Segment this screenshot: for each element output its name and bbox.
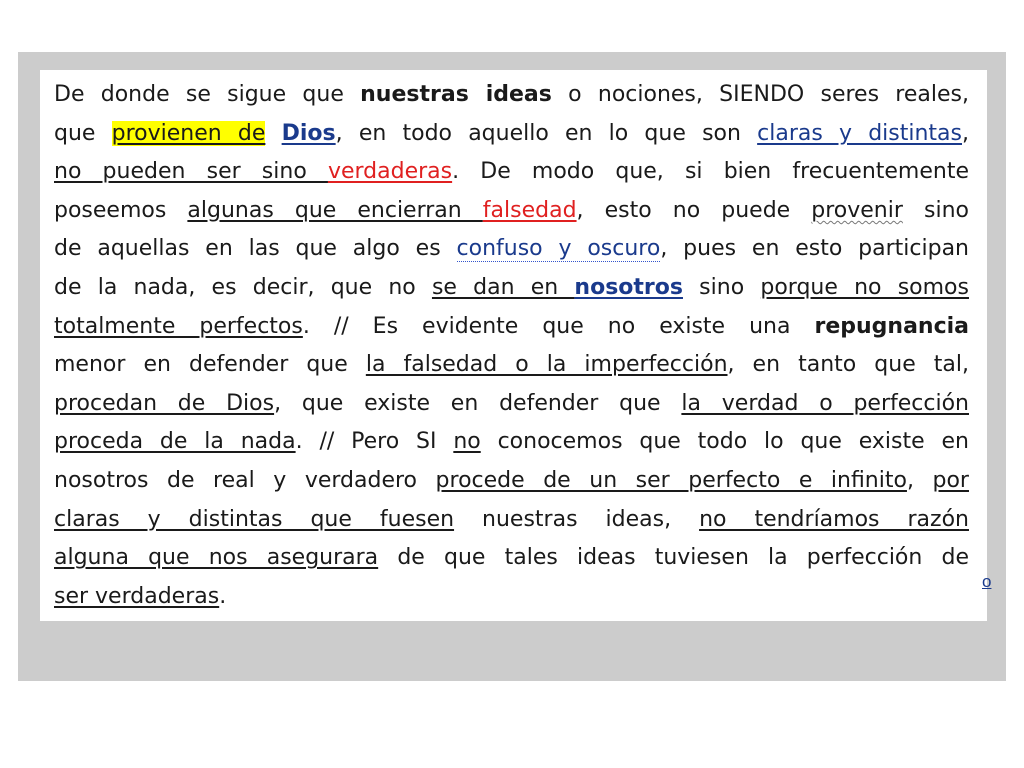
- text-line: [54, 501, 969, 540]
- text-segment: , en tanto que tal,: [727, 352, 969, 378]
- text-line: [54, 308, 969, 347]
- text-segment: menor en defender que: [54, 352, 366, 378]
- text-line: [54, 346, 969, 385]
- text-line: [54, 539, 969, 578]
- text-segment: sino: [682, 274, 761, 300]
- text-segment: no pueden ser sino: [54, 159, 328, 185]
- text-segment: porque no somos: [760, 274, 969, 300]
- text-line: [54, 153, 969, 192]
- text-segment: la falsedad o la imperfección: [365, 352, 728, 378]
- text-segment: repugnancia: [814, 313, 970, 339]
- text-segment: nuestras ideas: [360, 82, 552, 107]
- text-segment: por: [932, 467, 969, 493]
- text-line: [54, 192, 969, 231]
- text-segment: ,: [962, 120, 969, 146]
- text-segment: Dios: [281, 120, 336, 146]
- text-segment: algunas que encierran: [187, 197, 483, 223]
- text-segment: verdaderas: [327, 159, 453, 185]
- text-segment: , que existe en defender que: [274, 390, 682, 416]
- text-segment: no: [453, 429, 481, 455]
- text-segment: ser verdaderas: [54, 583, 220, 609]
- text-segment: se dan en: [431, 274, 575, 300]
- text-segment: alguna que nos asegurara: [54, 545, 379, 571]
- text-segment: nosotros de real y verdadero: [54, 467, 436, 493]
- text-segment: que: [54, 120, 112, 146]
- text-line: [54, 385, 969, 424]
- text-segment: confuso y oscuro: [456, 236, 661, 262]
- margin-mark: o: [982, 572, 992, 591]
- text-segment: o nociones, SIENDO seres reales,: [551, 82, 969, 107]
- document-paragraph: [54, 76, 969, 616]
- text-segment: nosotros: [574, 274, 683, 300]
- text-segment: conocemos que todo lo que existe en: [480, 429, 969, 455]
- text-segment: sino: [902, 197, 969, 223]
- text-segment: provenir: [811, 197, 903, 223]
- text-segment: totalmente perfectos: [54, 313, 303, 339]
- text-segment: De donde se sigue que: [54, 82, 361, 107]
- text-segment: . De modo que, si bien frecuentemente: [452, 159, 969, 185]
- text-line: [54, 230, 969, 269]
- text-segment: procedan de Dios: [54, 390, 275, 416]
- text-line: [54, 423, 969, 462]
- text-line: [54, 76, 969, 115]
- text-segment: de la nada, es decir, que no: [54, 274, 432, 300]
- text-line: [54, 269, 969, 308]
- text-segment: claras y distintas que fuesen: [54, 506, 455, 532]
- text-segment: claras y distintas: [757, 120, 962, 146]
- text-segment: , pues en esto participan: [660, 236, 969, 262]
- text-segment: de que tales ideas tuviesen la perfección de: [378, 545, 969, 571]
- text-segment: falsedad: [482, 197, 577, 223]
- text-segment: ,: [906, 467, 933, 493]
- text-segment: nuestras ideas,: [454, 506, 700, 532]
- text-line: [54, 115, 969, 154]
- text-segment: , esto no puede: [576, 197, 812, 223]
- text-line: [54, 462, 969, 501]
- text-segment: la verdad o perfección: [681, 390, 969, 416]
- text-segment: . // Pero SI: [295, 429, 454, 455]
- text-segment: .: [219, 583, 227, 609]
- text-segment: de aquellas en las que algo es: [54, 236, 457, 262]
- text-segment: provienen de: [111, 120, 266, 146]
- text-segment: poseemos: [54, 197, 188, 223]
- text-segment: , en todo aquello en lo que son: [335, 120, 758, 146]
- text-segment: proceda de la nada: [54, 429, 296, 455]
- text-segment: [265, 121, 281, 146]
- text-segment: no tendríamos razón: [699, 506, 969, 532]
- text-segment: procede de un ser perfecto e infinito: [435, 467, 907, 493]
- text-line: [54, 578, 969, 617]
- text-segment: . // Es evidente que no existe una: [302, 313, 815, 339]
